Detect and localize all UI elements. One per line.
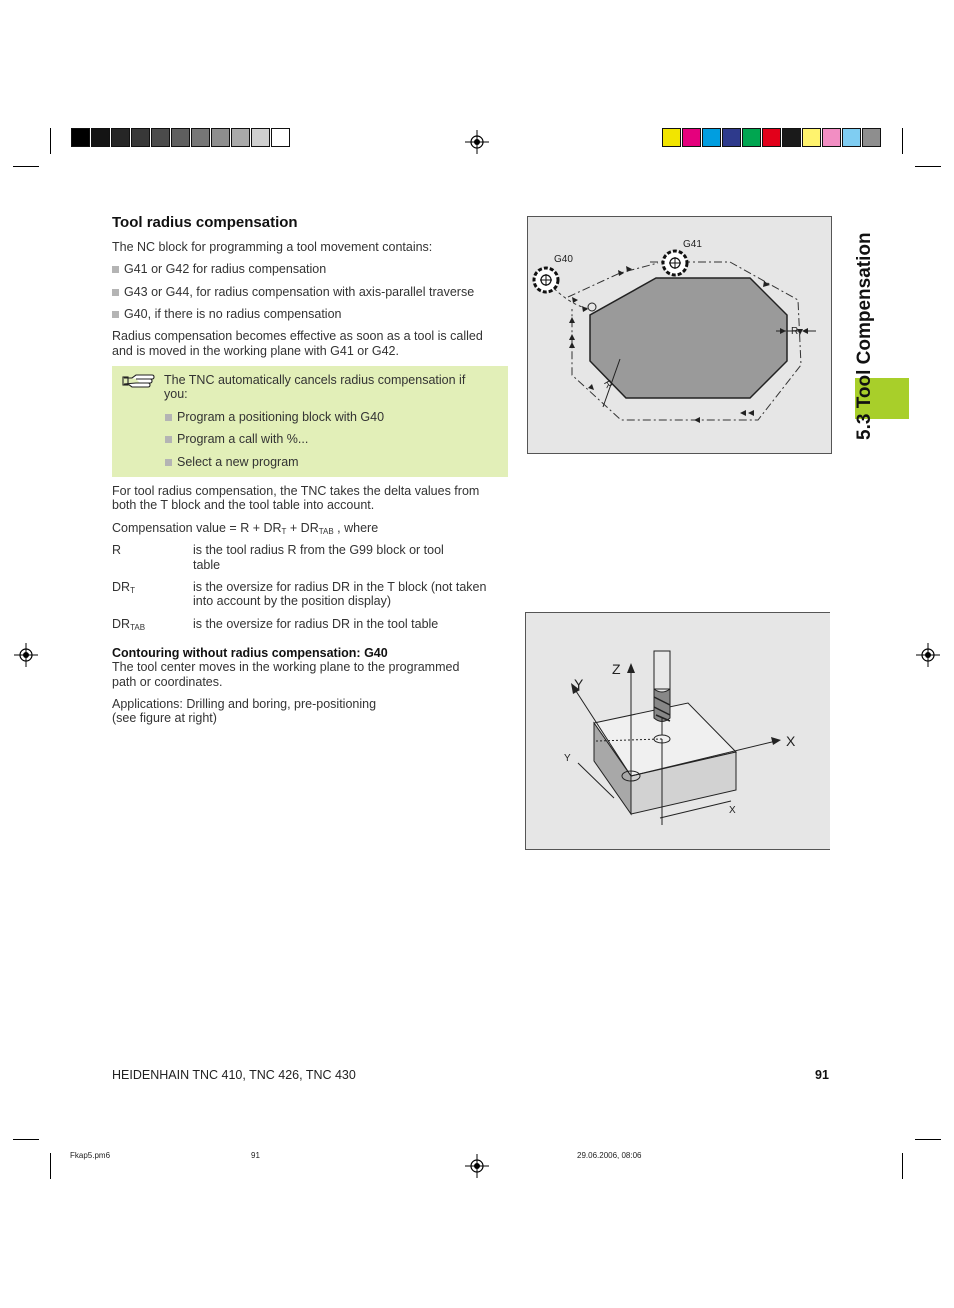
radius-label: R [601,378,615,391]
color-swatch [862,128,881,147]
color-swatch [71,128,90,147]
def-term: $DR_{TAB}$ [112,617,146,632]
x-axis-label: X [786,733,796,749]
crop-mark [915,1139,941,1140]
def-desc: is the oversize for radius DR in the T block (not taken [193,580,487,594]
effective-text: and is moved in the working plane with G41 or G42. [112,344,399,358]
color-swatch [682,128,701,147]
note-item: Program a positioning block with G40 [165,410,384,425]
def-desc: is the oversize for radius DR in the tool table [193,617,439,631]
formula-subscript: T [281,527,287,536]
crop-mark [915,166,941,167]
bullet-item: G41 or G42 for radius compensation [112,262,326,277]
crop-mark [13,166,39,167]
def-desc: is the tool radius R from the G99 block or tool [193,543,444,557]
color-swatch [131,128,150,147]
color-swatch [171,128,190,147]
def-term: $DR_T$ [112,580,135,595]
section-heading: Tool radius compensation [112,214,298,231]
color-swatch [151,128,170,147]
color-swatch [662,128,681,147]
bullet-item: G40, if there is no radius compensation [112,307,341,322]
tool-cutter-icon [534,268,558,292]
crop-mark [13,1139,39,1140]
applications-text: (see figure at right) [112,711,217,725]
z-axis-label: Z [612,661,621,677]
sub-text: path or coordinates. [112,675,223,689]
page-number: 91 [815,1068,829,1082]
color-swatch [742,128,761,147]
note-text: you: [164,387,188,401]
radius-label: R [791,326,799,337]
color-swatch [842,128,861,147]
color-swatch [111,128,130,147]
y-dimension-label: Y [564,753,571,764]
delta-text: For tool radius compensation, the TNC takes the delta values from [112,484,480,498]
color-swatch [702,128,721,147]
radius-compensation-diagram [528,217,831,453]
footer-product: HEIDENHAIN TNC 410, TNC 426, TNC 430 [112,1068,356,1082]
note-box [112,366,508,477]
compensation-formula [112,521,378,540]
crop-mark [902,1153,903,1179]
color-swatch [91,128,110,147]
effective-text: Radius compensation becomes effective as soon as a tool is called [112,329,483,343]
color-swatch [722,128,741,147]
print-file: Fkap5.pm6 [70,1151,111,1160]
formula-subscript: TAB [318,527,334,536]
crop-mark [50,1153,51,1179]
x-dimension-label: X [729,805,736,816]
g40-label: G40 [554,254,573,265]
color-swatch [822,128,841,147]
note-item: Program a call with %... [165,432,308,447]
crop-mark [50,128,51,154]
color-swatch [802,128,821,147]
pointing-hand-icon [122,372,156,390]
color-swatch [231,128,250,147]
color-swatch [211,128,230,147]
crop-mark [902,128,903,154]
chapter-title: 5.3 Tool Compensation [854,232,875,440]
formula-part: + DR [286,521,319,535]
g41-label: G41 [683,239,702,250]
note-item: Select a new program [165,455,299,470]
registration-target-icon [14,643,38,667]
def-desc: table [193,558,221,572]
registration-target-icon [916,643,940,667]
sub-text: The tool center moves in the working plane to the programmed [112,660,460,674]
registration-target-icon [465,1154,489,1178]
bullet-item: G43 or G44, for radius compensation with axis-parallel traverse [112,285,474,300]
color-swatch [271,128,290,147]
def-desc: into account by the position display) [193,594,392,608]
drilling-figure [525,612,830,850]
delta-text: both the T block and the tool table into account. [112,498,375,512]
tool-cutter-icon [663,251,687,275]
color-swatch [251,128,270,147]
sub-heading: Contouring without radius compensation: G40 [112,646,388,660]
color-swatch [191,128,210,147]
print-date: 29.06.2006, 08:06 [577,1151,642,1160]
radius-compensation-figure [527,216,832,454]
formula-part: , where [333,521,379,535]
registration-target-icon [465,130,489,154]
y-axis-label: Y [574,676,584,692]
formula-part: Compensation value = R + DR [112,521,282,535]
color-swatch [782,128,801,147]
color-swatch [762,128,781,147]
intro-text: The NC block for programming a tool movement contains: [112,240,433,254]
drilling-diagram [526,613,831,851]
def-term: R [112,543,122,557]
applications-text: Applications: Drilling and boring, pre-positioning [112,697,377,711]
print-page: 91 [251,1151,260,1160]
note-text: The TNC automatically cancels radius compensation if [164,373,466,387]
